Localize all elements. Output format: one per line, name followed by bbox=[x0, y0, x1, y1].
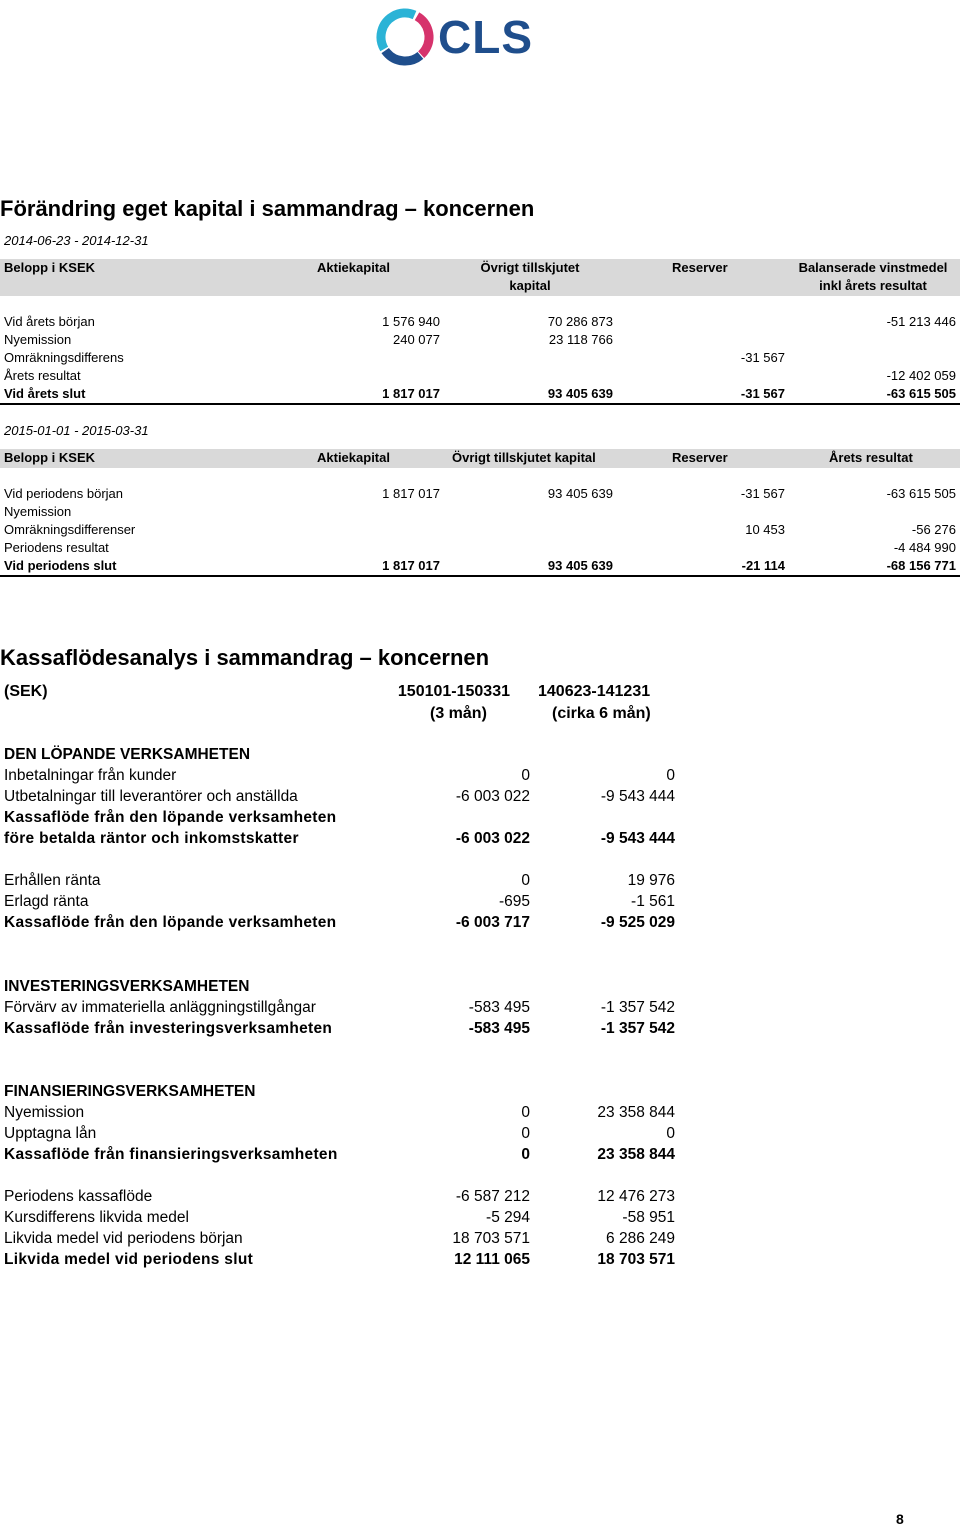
row-reserver: -31 567 bbox=[740, 486, 785, 501]
row-balanserade: -12 402 059 bbox=[886, 368, 956, 383]
equity-title: Förändring eget kapital i sammandrag – koncernen bbox=[0, 196, 535, 221]
row-aktiekapital: 1 817 017 bbox=[382, 386, 440, 401]
row-label: Vid periodens början bbox=[4, 486, 124, 501]
cf-subtotal-v2: -9 543 444 bbox=[600, 830, 675, 847]
cf-operating-title: DEN LÖPANDE VERKSAMHETEN bbox=[4, 746, 251, 763]
cf-subtotal-label-l1: Kassaflöde från den löpande verksamheten bbox=[4, 809, 337, 826]
cf-total-v2: -1 357 542 bbox=[600, 1020, 675, 1037]
row-aktiekapital: 1 576 940 bbox=[382, 314, 440, 329]
row-label: Omräkningsdifferenser bbox=[4, 522, 136, 537]
cf-row-v1: 0 bbox=[521, 767, 530, 784]
cf-row-v1: -583 495 bbox=[468, 999, 530, 1016]
cf-total-v1: -6 003 717 bbox=[455, 914, 530, 931]
cf-total-label: Kassaflöde från investeringsverksamheten bbox=[4, 1020, 333, 1037]
cf-row-v1: -6 003 022 bbox=[455, 788, 530, 805]
t1-header-balanserade-l1: Balanserade vinstmedel bbox=[798, 260, 948, 275]
cf-row-label: Nyemission bbox=[4, 1104, 85, 1121]
cf-header-col1-l2: (3 mån) bbox=[430, 705, 487, 722]
equity-table2-period: 2015-01-01 - 2015-03-31 bbox=[4, 423, 149, 438]
row-label: Nyemission bbox=[4, 332, 72, 347]
row-arets-resultat: -56 276 bbox=[911, 522, 956, 537]
t2-header-arets-resultat: Årets resultat bbox=[829, 450, 913, 465]
t1-header-reserver: Reserver bbox=[672, 260, 728, 275]
cf-row-v1: 18 703 571 bbox=[452, 1230, 530, 1247]
cf-investing-title: INVESTERINGSVERKSAMHETEN bbox=[4, 978, 250, 995]
row-ovrigt: 23 118 766 bbox=[548, 332, 613, 347]
cf-header-col2-l1: 140623-141231 bbox=[538, 683, 651, 700]
row-ovrigt: 70 286 873 bbox=[547, 314, 613, 329]
cf-row-label: Inbetalningar från kunder bbox=[4, 767, 177, 784]
cf-subtotal-v1: -6 003 022 bbox=[455, 830, 530, 847]
row-reserver: 10 453 bbox=[745, 522, 785, 537]
row-reserver: -21 114 bbox=[741, 558, 785, 573]
cf-row-label: Förvärv av immateriella anläggningstillgångar bbox=[4, 999, 316, 1016]
t1-header-aktiekapital: Aktiekapital bbox=[317, 260, 390, 275]
cf-row-v1: 0 bbox=[521, 872, 530, 889]
row-arets-resultat: -4 484 990 bbox=[893, 540, 956, 555]
cf-subtotal-label-l2: före betalda räntor och inkomstskatter bbox=[4, 830, 299, 847]
row-ovrigt: 93 405 639 bbox=[547, 558, 613, 573]
row-aktiekapital: 240 077 bbox=[393, 332, 440, 347]
row-arets-resultat: -63 615 505 bbox=[886, 486, 956, 501]
cf-row-v2: -9 543 444 bbox=[600, 788, 675, 805]
row-arets-resultat: -68 156 771 bbox=[886, 558, 956, 573]
cf-row-v1: -5 294 bbox=[486, 1209, 530, 1226]
row-ovrigt: 93 405 639 bbox=[547, 386, 613, 401]
t1-header-balanserade-l2: inkl årets resultat bbox=[819, 278, 927, 293]
cf-row-v2: -58 951 bbox=[622, 1209, 675, 1226]
cls-logo bbox=[372, 6, 542, 68]
cf-total-label: Kassaflöde från finansieringsverksamheten bbox=[4, 1146, 338, 1163]
logo-text: CLS bbox=[438, 11, 533, 63]
cf-row-v2: 23 358 844 bbox=[597, 1104, 675, 1121]
row-aktiekapital: 1 817 017 bbox=[382, 486, 440, 501]
row-label: Vid årets slut bbox=[4, 386, 86, 401]
row-aktiekapital: 1 817 017 bbox=[382, 558, 440, 573]
cf-total-v1: -583 495 bbox=[468, 1020, 530, 1037]
cf-header-col2-l2: (cirka 6 mån) bbox=[552, 705, 651, 722]
cf-row-label: Kursdifferens likvida medel bbox=[4, 1209, 189, 1226]
cls-logo-icon bbox=[372, 6, 438, 68]
cf-total-v2: 23 358 844 bbox=[597, 1146, 675, 1163]
equity-table1-period: 2014-06-23 - 2014-12-31 bbox=[4, 233, 149, 248]
row-reserver: -31 567 bbox=[740, 386, 785, 401]
t2-header-label: Belopp i KSEK bbox=[4, 450, 96, 465]
t1-header-ovrigt-l1: Övrigt tillskjutet bbox=[480, 260, 580, 275]
row-label: Omräkningsdifferens bbox=[4, 350, 124, 365]
cf-row-label: Erhållen ränta bbox=[4, 872, 101, 889]
cf-total-label: Likvida medel vid periodens slut bbox=[4, 1251, 254, 1268]
t1-header-label: Belopp i KSEK bbox=[4, 260, 96, 275]
table1-bottom-rule bbox=[0, 403, 960, 405]
table2-bottom-rule bbox=[0, 575, 960, 577]
cashflow-title: Kassaflödesanalys i sammandrag – koncernen bbox=[0, 645, 490, 670]
row-reserver: -31 567 bbox=[740, 350, 785, 365]
cf-row-v1: -6 587 212 bbox=[455, 1188, 530, 1205]
cf-total-v1: 0 bbox=[521, 1146, 530, 1163]
cf-header-label: (SEK) bbox=[4, 683, 48, 700]
row-label: Vid periodens slut bbox=[4, 558, 117, 573]
row-label: Periodens resultat bbox=[4, 540, 109, 555]
t2-header-aktiekapital: Aktiekapital bbox=[317, 450, 390, 465]
row-label: Årets resultat bbox=[4, 368, 81, 383]
cf-row-label: Utbetalningar till leverantörer och anställda bbox=[4, 788, 298, 805]
cf-row-v1: -695 bbox=[498, 893, 530, 910]
cf-row-v2: 0 bbox=[666, 767, 675, 784]
page-number: 8 bbox=[896, 1511, 904, 1527]
cf-row-label: Upptagna lån bbox=[4, 1125, 97, 1142]
cf-row-label: Likvida medel vid periodens början bbox=[4, 1230, 243, 1247]
cf-total-label: Kassaflöde från den löpande verksamheten bbox=[4, 914, 337, 931]
cf-header-col1-l1: 150101-150331 bbox=[397, 683, 510, 700]
cf-row-v2: -1 357 542 bbox=[600, 999, 675, 1016]
row-label: Nyemission bbox=[4, 504, 72, 519]
cf-row-label: Erlagd ränta bbox=[4, 893, 89, 910]
row-balanserade: -63 615 505 bbox=[886, 386, 956, 401]
cf-total-v1: 12 111 065 bbox=[454, 1251, 530, 1268]
row-balanserade: -51 213 446 bbox=[886, 314, 956, 329]
cf-total-v2: 18 703 571 bbox=[597, 1251, 675, 1268]
cf-total-v2: -9 525 029 bbox=[600, 914, 675, 931]
cf-row-v2: 0 bbox=[666, 1125, 675, 1142]
cf-row-v1: 0 bbox=[521, 1125, 530, 1142]
t1-header-ovrigt-l2: kapital bbox=[509, 278, 551, 293]
cf-row-label: Periodens kassaflöde bbox=[4, 1188, 153, 1205]
row-label: Vid årets början bbox=[4, 314, 95, 329]
cf-row-v2: 6 286 249 bbox=[606, 1230, 675, 1247]
cf-row-v2: 19 976 bbox=[627, 872, 675, 889]
cf-financing-title: FINANSIERINGSVERKSAMHETEN bbox=[4, 1083, 256, 1100]
t2-header-reserver: Reserver bbox=[672, 450, 728, 465]
row-ovrigt: 93 405 639 bbox=[547, 486, 613, 501]
t2-header-ovrigt: Övrigt tillskjutet kapital bbox=[452, 450, 596, 465]
cf-row-v2: -1 561 bbox=[631, 893, 675, 910]
cf-row-v2: 12 476 273 bbox=[597, 1188, 675, 1205]
cf-row-v1: 0 bbox=[521, 1104, 530, 1121]
